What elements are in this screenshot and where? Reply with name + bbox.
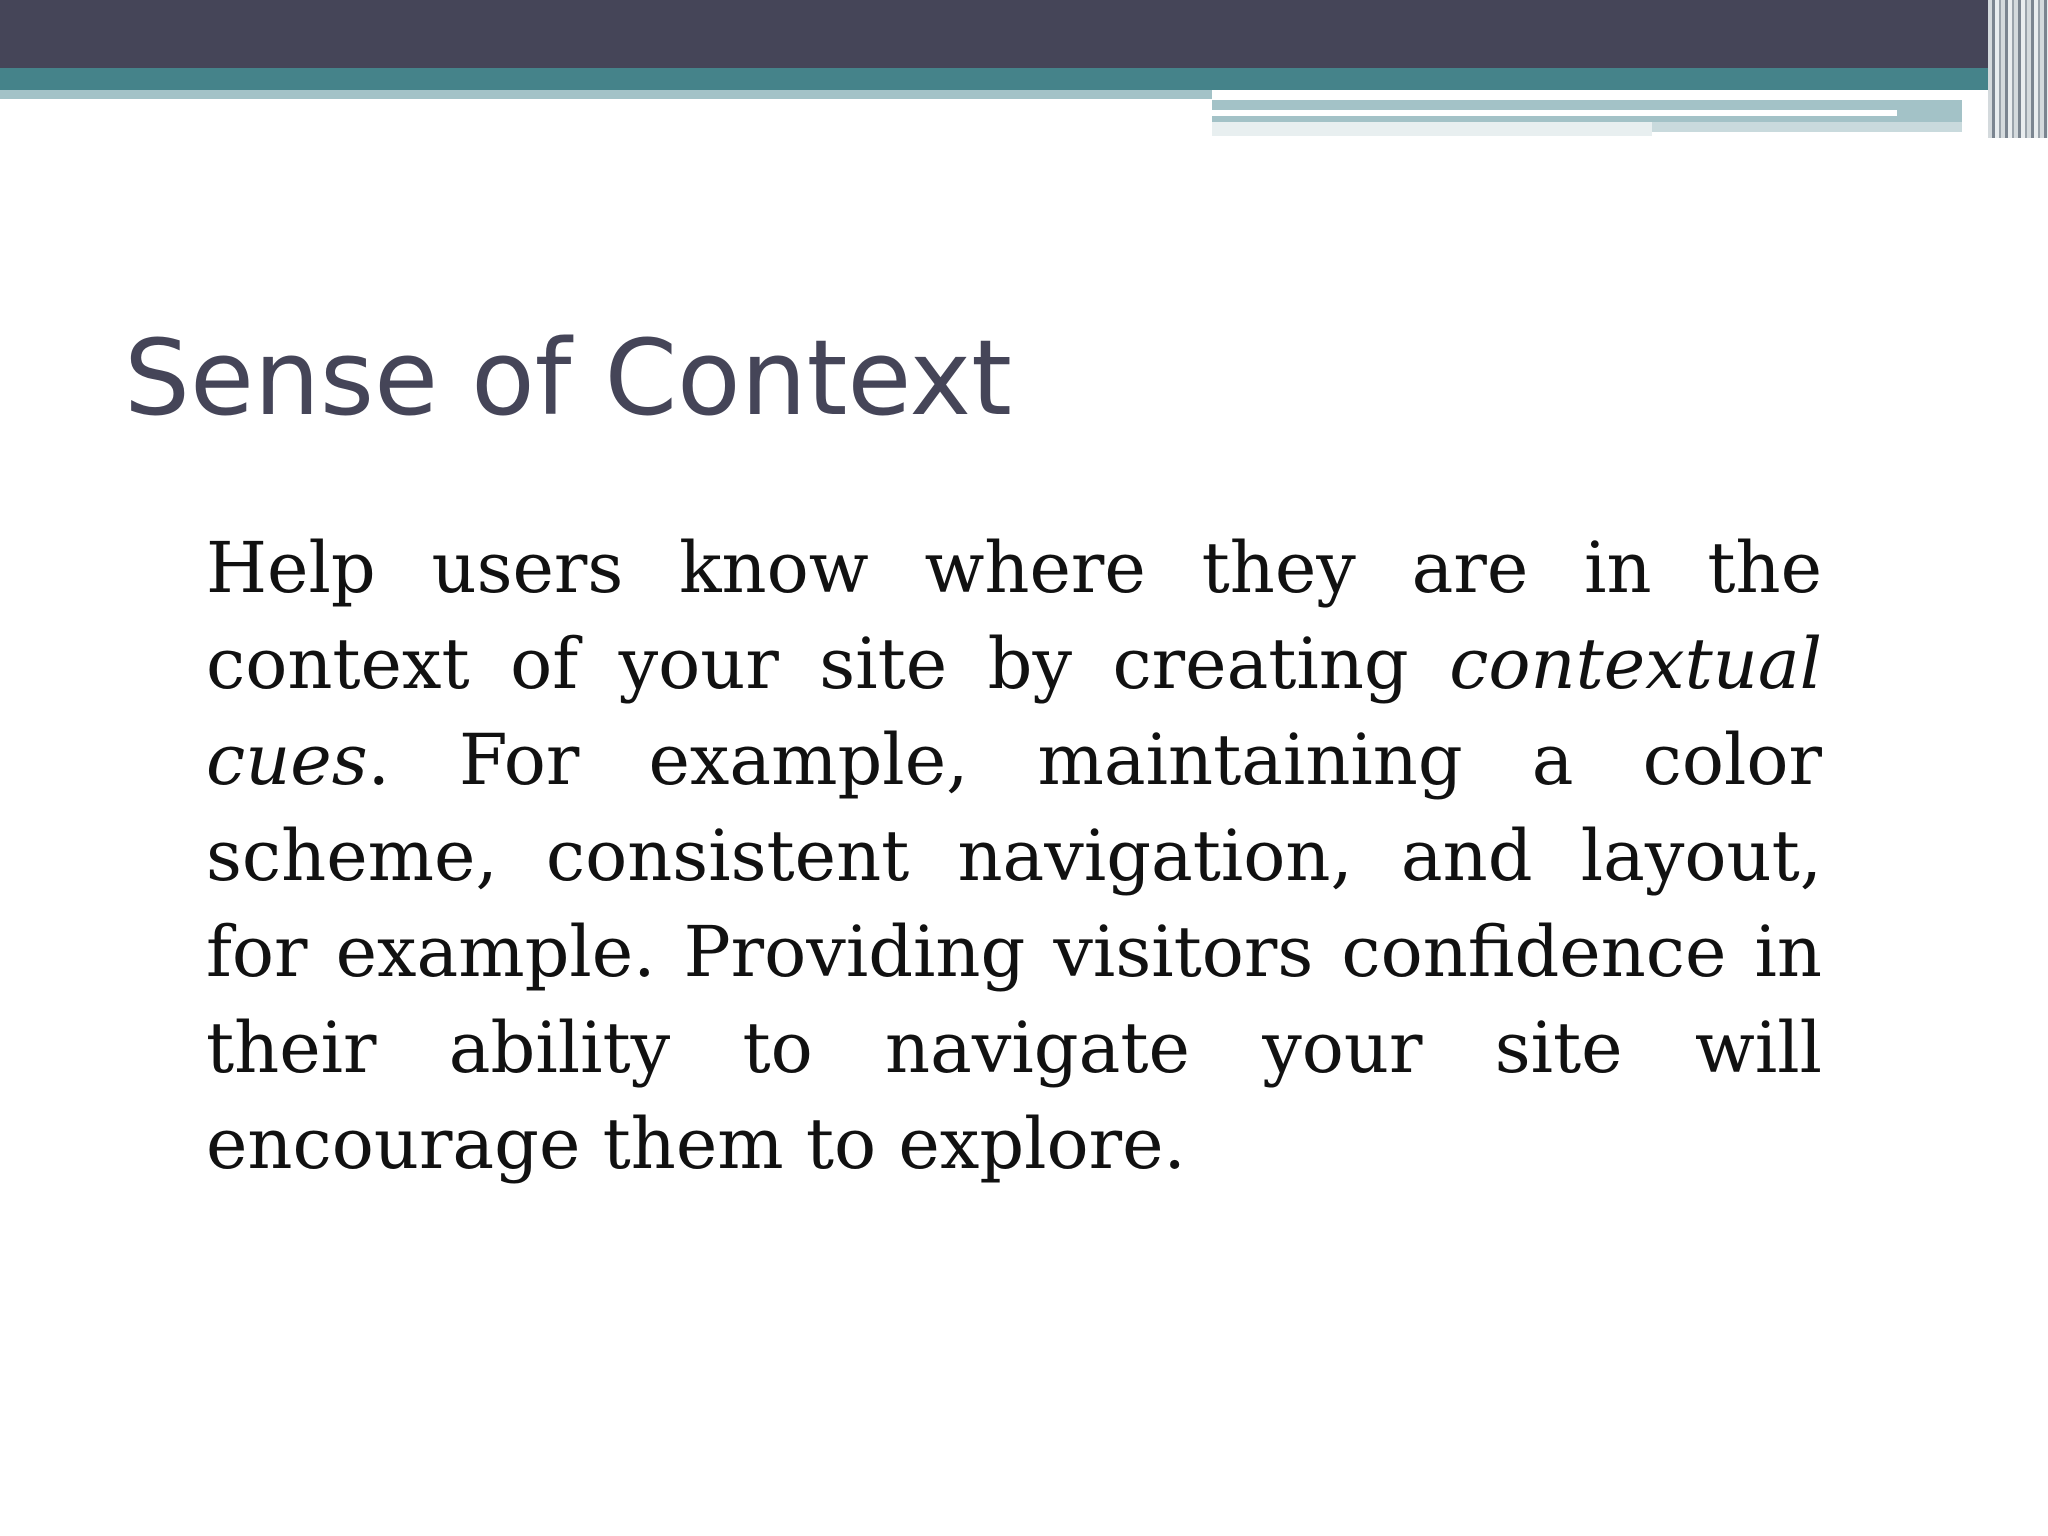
header-band-dark [0,0,2048,68]
header-band-teal [0,68,2048,90]
slide-title: Sense of Context [124,317,1012,439]
slide-body-text [206,520,1822,1192]
header-band-fade-right [1652,122,1962,132]
header-band-white-line [1212,110,1897,116]
body-text-part-2: . For example, maintaining a color scheme, consistent navigation, and layout, for example. Providing visitors confidence in their ability to navigate your site will encourage them to explore. [206,719,1822,1185]
body-text-emphasis: contextual cues [206,623,1822,801]
body-text-part-1: Help users know where they are in the context of your site by creating [206,527,1822,705]
header-edge-stripes [1988,0,2048,138]
header-band-light-left [0,90,1212,99]
header-band-fade [1212,122,1652,136]
